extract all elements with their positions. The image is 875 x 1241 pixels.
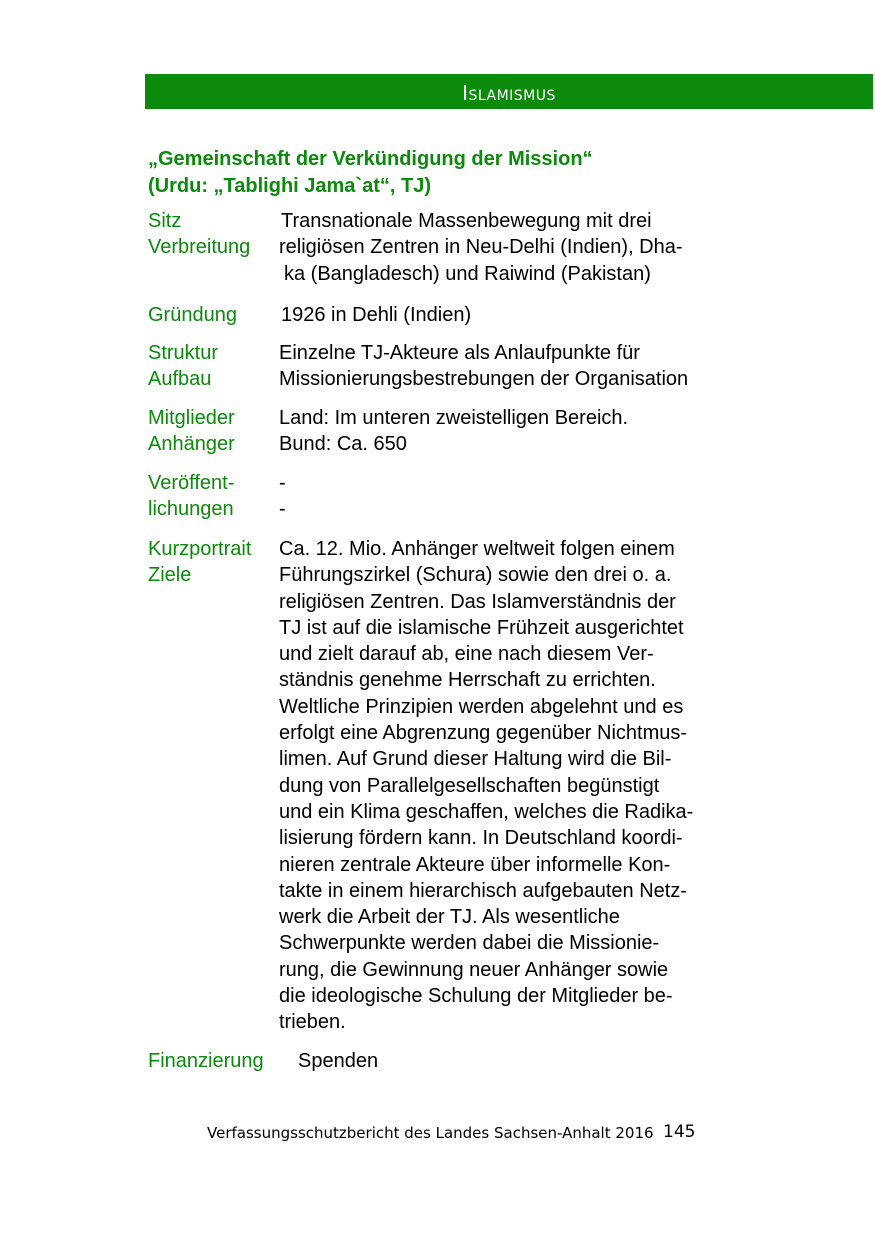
- label-gruendung: [148, 302, 237, 328]
- label-line: Mitglieder: [148, 407, 235, 429]
- value-mitglieder-anhaenger: [279, 405, 628, 458]
- value-line: -: [279, 498, 286, 521]
- value-struktur-aufbau: [279, 340, 688, 393]
- value-line: lisierung fördern kann. In Deutschland koordi-: [279, 827, 683, 850]
- value-line: Spenden: [298, 1050, 379, 1072]
- value-line: werk die Arbeit der TJ. Als wesentliche: [279, 906, 620, 929]
- value-line: Führungszirkel (Schura) sowie den drei o. a.: [279, 564, 672, 587]
- label-veroeffentlichungen: [148, 470, 234, 523]
- label-finanzierung: [148, 1048, 264, 1074]
- value-line: Transnationale Massenbewegung mit drei: [281, 210, 652, 232]
- organization-title: [148, 146, 788, 200]
- label-line: Verbreitung: [148, 236, 251, 259]
- value-line: ständnis genehme Herrschaft zu errichten.: [279, 669, 656, 692]
- label-line: Veröffent-: [148, 472, 235, 494]
- value-line: rung, die Gewinnung neuer Anhänger sowie: [279, 958, 669, 981]
- value-line: ka (Bangladesch) und Raiwind (Pakistan): [284, 262, 651, 285]
- section-title: Islamismus: [462, 80, 556, 105]
- value-line: Land: Im unteren zweistelligen Bereich.: [279, 407, 629, 429]
- value-line: Einzelne TJ-Akteure als Anlaufpunkte für: [279, 342, 640, 364]
- value-line: limen. Auf Grund dieser Haltung wird die Bil-: [279, 748, 672, 771]
- value-line: und ein Klima geschaffen, welches die Radika-: [279, 800, 694, 823]
- value-line: TJ ist auf die islamische Frühzeit ausgerichtet: [279, 616, 684, 639]
- page-number: 145: [663, 1122, 696, 1142]
- value-line: nieren zentrale Akteure über informelle Kon-: [279, 853, 671, 876]
- value-line: die ideologische Schulung der Mitglieder be-: [279, 985, 673, 1008]
- label-line: Gründung: [148, 304, 237, 326]
- value-line: takte in einem hierarchisch aufgebauten Netz-: [279, 879, 688, 902]
- value-line: und zielt darauf ab, eine nach diesem Ver-: [279, 643, 654, 666]
- label-line: Ziele: [148, 564, 192, 587]
- label-line: Finanzierung: [148, 1050, 264, 1072]
- value-line: dung von Parallelgesellschaften begünstigt: [279, 774, 660, 797]
- label-struktur-aufbau: [148, 340, 218, 393]
- footer-text: Verfassungsschutzbericht des Landes Sachsen-Anhalt 2016: [207, 1124, 654, 1142]
- value-line: Ca. 12. Mio. Anhänger weltweit folgen einem: [279, 538, 675, 560]
- value-kurzportrait-ziele: [279, 536, 693, 1036]
- label-line: Aufbau: [148, 368, 212, 391]
- label-sitz-verbreitung: [148, 208, 250, 261]
- value-veroeffentlichungen: [279, 470, 286, 523]
- label-mitglieder-anhaenger: [148, 405, 235, 458]
- organization-title-line-1: „Gemeinschaft der Verkündigung der Mission“: [148, 148, 593, 170]
- value-line: 1926 in Dehli (Indien): [281, 304, 472, 326]
- value-line: -: [279, 472, 286, 494]
- value-line: religiösen Zentren in Neu-Delhi (Indien), Dha-: [279, 236, 683, 259]
- organization-title-line-2: (Urdu: „Tablighi Jama`at“, TJ): [148, 175, 431, 197]
- value-line: trieben.: [279, 1011, 346, 1034]
- value-line: religiösen Zentren. Das Islamverständnis der: [279, 590, 676, 613]
- label-line: Anhänger: [148, 433, 235, 456]
- label-line: Kurzportrait: [148, 538, 252, 560]
- value-finanzierung: [298, 1048, 378, 1074]
- value-line: Weltliche Prinzipien werden abgelehnt und es: [279, 695, 684, 718]
- value-line: erfolgt eine Abgrenzung gegenüber Nichtmus-: [279, 722, 688, 745]
- value-line: Schwerpunkte werden dabei die Missionie-: [279, 932, 660, 955]
- label-line: Struktur: [148, 342, 219, 364]
- label-kurzportrait-ziele: [148, 536, 251, 589]
- label-line: lichungen: [148, 498, 234, 521]
- label-line: Sitz: [148, 210, 182, 232]
- value-line: Missionierungsbestrebungen der Organisation: [279, 368, 689, 391]
- value-sitz-verbreitung: [281, 208, 683, 287]
- value-line: Bund: Ca. 650: [279, 433, 407, 456]
- value-gruendung: [281, 302, 471, 328]
- section-header-bar: [145, 74, 873, 109]
